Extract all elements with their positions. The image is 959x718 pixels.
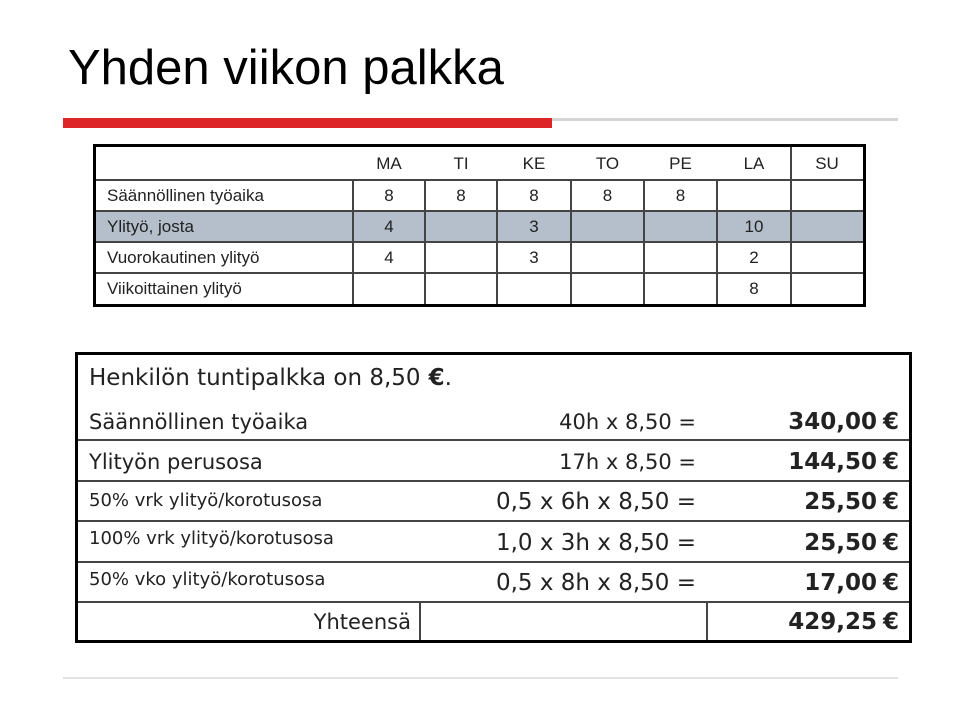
calculation: 1,0 x 3h x 8,50 = — [495, 529, 696, 556]
table-cell: 10 — [744, 216, 764, 236]
amount-value: 144,50 — [788, 448, 877, 475]
grid-line — [96, 210, 863, 212]
table-cell — [353, 273, 425, 304]
hourly-wage-heading — [89, 365, 452, 391]
amount — [804, 482, 899, 522]
grid-line — [96, 241, 863, 243]
calculation: 17h x 8,50 = — [559, 449, 696, 474]
amount-value: 17,00 — [804, 570, 877, 596]
row-label: Vuorokautinen ylityö — [107, 247, 260, 267]
column-header: SU — [815, 153, 839, 173]
title-underline-accent — [63, 118, 552, 128]
grid-line — [419, 603, 421, 640]
table-cell — [644, 242, 717, 273]
table-cell — [791, 180, 863, 211]
table-row — [96, 273, 863, 304]
table-row — [78, 482, 909, 522]
table-cell: 8 — [675, 185, 686, 205]
table-cell — [425, 242, 497, 273]
grid-line — [96, 179, 863, 181]
euro-icon: € — [428, 365, 445, 391]
column-header: KE — [522, 153, 546, 173]
table-cell: 3 — [529, 216, 539, 236]
euro-icon: € — [882, 448, 899, 475]
table-cell: 4 — [384, 216, 394, 236]
table-cell: 8 — [749, 278, 759, 298]
table-cell — [644, 211, 717, 242]
weekly-hours-table — [93, 144, 866, 307]
table-cell — [497, 273, 571, 304]
title-underline-rule — [552, 118, 898, 121]
table-cell: 2 — [749, 247, 759, 267]
grid-line — [78, 561, 909, 563]
table-cell — [791, 211, 863, 242]
table-cell — [425, 211, 497, 242]
row-label: 50% vrk ylityö/korotusosa — [89, 490, 323, 511]
grid-line — [643, 180, 645, 304]
pay-calculation-table — [75, 352, 912, 643]
grid-line — [716, 180, 718, 304]
row-label: Säännöllinen työaika — [89, 410, 309, 434]
grid-line — [78, 439, 909, 441]
total-label: Yhteensä — [313, 610, 411, 634]
table-row-highlighted — [96, 211, 863, 242]
table-row — [96, 242, 863, 273]
table-cell — [717, 180, 791, 211]
table-cell: 8 — [602, 185, 613, 205]
amount-value: 25,50 — [804, 489, 877, 515]
total-row — [78, 603, 909, 641]
euro-icon: € — [882, 570, 899, 596]
table-row — [96, 180, 863, 211]
calculation: 40h x 8,50 = — [559, 410, 696, 434]
row-label: Ylityö, josta — [107, 216, 194, 236]
column-header: MA — [376, 153, 402, 173]
grid-line — [78, 601, 909, 603]
amount — [804, 563, 899, 603]
total-amount — [788, 603, 899, 641]
column-header: PE — [669, 153, 692, 173]
column-header: TO — [595, 153, 620, 173]
table-cell: 8 — [384, 185, 394, 205]
table-cell — [425, 273, 497, 304]
footer-rule — [63, 677, 898, 679]
table-row — [78, 441, 909, 482]
amount-value: 25,50 — [804, 529, 877, 556]
amount — [788, 403, 899, 441]
amount-value: 429,25 — [788, 609, 877, 635]
euro-icon: € — [882, 609, 899, 635]
table-row — [78, 522, 909, 563]
table-cell — [571, 211, 644, 242]
table-cell — [791, 273, 863, 304]
grid-line — [78, 520, 909, 522]
row-label: 50% vko ylityö/korotusosa — [89, 569, 326, 590]
table-cell — [571, 273, 644, 304]
grid-line — [790, 147, 792, 304]
table-cell: 4 — [384, 247, 394, 267]
grid-line — [424, 180, 426, 304]
row-label: Ylityön perusosa — [89, 449, 263, 474]
euro-icon: € — [882, 529, 899, 556]
amount-value: 340,00 — [788, 409, 877, 435]
table-cell — [571, 242, 644, 273]
grid-line — [496, 180, 498, 304]
calculation: 0,5 x 6h x 8,50 = — [495, 489, 696, 515]
table-cell: 3 — [529, 247, 539, 267]
grid-line — [352, 180, 354, 304]
slide-title: Yhden viikon palkka — [68, 41, 504, 95]
table-cell: 8 — [456, 185, 466, 205]
row-label: Säännöllinen työaika — [107, 185, 264, 205]
table-cell: 8 — [529, 185, 539, 205]
euro-icon: € — [882, 409, 899, 435]
table-cell — [644, 273, 717, 304]
grid-line — [78, 480, 909, 482]
euro-icon: € — [882, 489, 899, 515]
table-row — [78, 563, 909, 603]
grid-line — [96, 272, 863, 274]
grid-line — [706, 603, 708, 640]
row-label: 100% vrk ylityö/korotusosa — [89, 528, 334, 549]
calculation: 0,5 x 8h x 8,50 = — [495, 570, 696, 596]
heading-end: . — [444, 365, 452, 391]
column-header: LA — [743, 153, 765, 173]
row-label: Viikoittainen ylityö — [107, 278, 242, 298]
grid-line — [570, 180, 572, 304]
table-cell — [791, 242, 863, 273]
table-row — [78, 403, 909, 441]
amount — [788, 441, 899, 482]
column-header: TI — [453, 153, 469, 173]
heading-text: Henkilön tuntipalkka on 8,50 — [89, 365, 421, 391]
table-header-row — [96, 147, 863, 180]
amount — [804, 522, 899, 563]
